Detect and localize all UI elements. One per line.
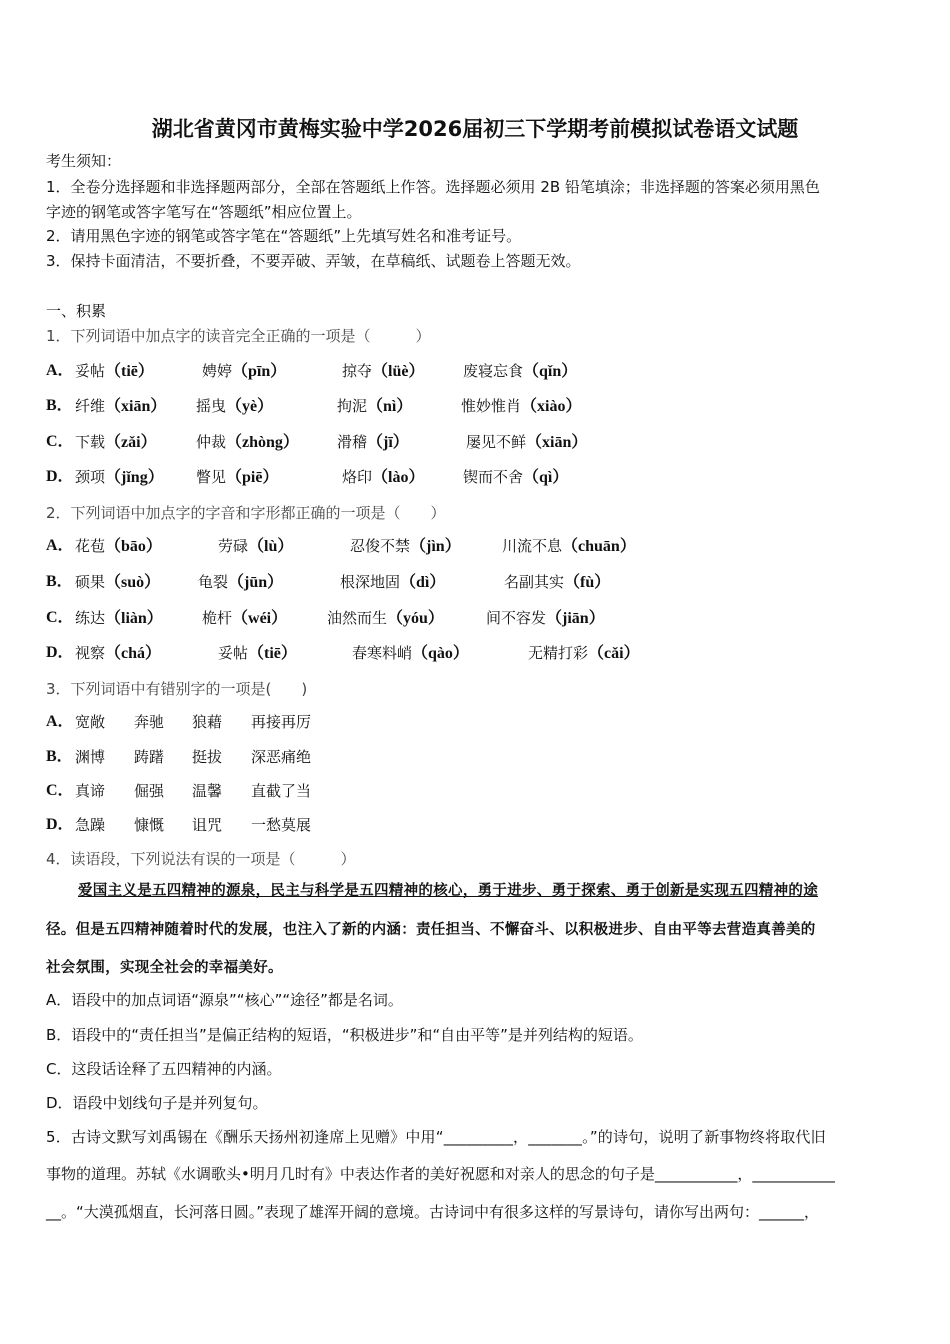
option-pinyin: （jūn）	[228, 574, 284, 591]
option-label: D．	[46, 816, 74, 833]
option-pinyin: （lù）	[248, 538, 294, 555]
notice-line: 1．全卷分选择题和非选择题两部分，全部在答题纸上作答。选择题必须用 2B 铅笔填涂；非选择题的答案必须用黑色	[46, 178, 820, 196]
option-word: 妥帖	[218, 644, 249, 662]
option-item	[75, 361, 154, 382]
option-item	[486, 608, 605, 629]
option-pinyin: （nì）	[367, 398, 413, 415]
option-word: 娉婷	[202, 362, 233, 380]
option-word: 间不容发	[486, 609, 547, 627]
option-pinyin: （bāo）	[105, 538, 162, 555]
notice-line: 3．保持卡面清洁，不要折叠，不要弄破、弄皱，在草稿纸、试题卷上答题无效。	[46, 252, 581, 270]
page-title: 湖北省黄冈市黄梅实验中学2026届初三下学期考前模拟试卷语文试题	[151, 117, 799, 141]
option-label: C．	[46, 609, 74, 626]
option-word: 川流不息	[502, 537, 563, 555]
option-word: 拘泥	[337, 397, 368, 415]
option-item	[75, 396, 166, 417]
option-item	[196, 467, 278, 488]
option-item	[192, 781, 222, 802]
option-word: 烙印	[342, 468, 373, 486]
option-word: 真谛	[75, 782, 106, 800]
passage-line	[78, 881, 818, 901]
option-item	[327, 608, 444, 629]
option-item	[75, 815, 105, 836]
option-item	[463, 467, 568, 488]
option-item	[202, 608, 287, 629]
option-item	[218, 643, 297, 664]
option-word: 名副其实	[504, 573, 565, 591]
option-word: 直截了当	[251, 782, 312, 800]
option-label: C．	[46, 782, 74, 799]
question-1-stem: 1．下列词语中加点字的读音完全正确的一项是（ ）	[46, 327, 431, 345]
option-label: B．	[46, 573, 73, 590]
question-2-stem: 2．下列词语中加点字的字音和字形都正确的一项是（ ）	[46, 504, 446, 522]
option-word: 劳碌	[218, 537, 249, 555]
option-pinyin: （xiān）	[105, 398, 167, 415]
notice-line: 字迹的钢笔或答字笔写在“答题纸”相应位置上。	[46, 203, 362, 221]
option-label: D．	[46, 644, 74, 661]
option-pinyin: （zǎi）	[105, 434, 157, 451]
underlined-sentence: ，勇于进步、勇于探索、勇于创新是实现五四精神的途	[462, 883, 819, 899]
q4-option-b: B．语段中的“责任担当”是偏正结构的短语，“积极进步”和“自由平等”是并列结构的短语。	[46, 1026, 643, 1044]
option-pinyin: （jǐng）	[105, 469, 164, 486]
option-item	[463, 361, 577, 382]
question-5-line: 5．古诗文默写刘禹锡在《酬乐天扬州初逢席上见赠》中用“_________，_______。”的诗句，说明了新事物终将取代旧	[46, 1128, 826, 1146]
question-4-stem: 4．读语段，下列说法有误的一项是（ ）	[46, 850, 356, 868]
option-word: 仲裁	[196, 433, 227, 451]
option-pinyin: （dì）	[400, 574, 446, 591]
option-word: 根深地固	[340, 573, 401, 591]
option-pinyin: （chuān）	[562, 538, 636, 555]
option-word: 掠夺	[342, 362, 373, 380]
option-label: A．	[46, 362, 74, 379]
option-pinyin: （cǎi）	[588, 645, 640, 662]
notice-line: 2．请用黑色字迹的钢笔或答字笔在“答题纸”上先填写姓名和准考证号。	[46, 227, 522, 245]
option-word: 踌躇	[134, 748, 165, 766]
option-pinyin: （xiān）	[526, 434, 588, 451]
option-item	[75, 643, 161, 664]
option-pinyin: （xiào）	[521, 398, 582, 415]
option-item	[342, 361, 424, 382]
option-pinyin: （yóu）	[387, 610, 444, 627]
option-item	[75, 572, 160, 593]
option-item	[466, 432, 587, 453]
option-word: 宽敞	[75, 713, 106, 731]
underlined-sentence: ，民主与科学是五四精神的核心	[255, 883, 463, 899]
option-word: 龟裂	[198, 573, 229, 591]
option-item	[251, 781, 311, 802]
option-label: D．	[46, 468, 74, 485]
option-item	[251, 747, 311, 768]
option-word: 滑稽	[337, 433, 368, 451]
option-item	[75, 432, 157, 453]
option-word: 瞥见	[196, 468, 227, 486]
option-word: 纤维	[75, 397, 106, 415]
option-word: 一愁莫展	[251, 816, 312, 834]
option-word: 慷慨	[134, 816, 165, 834]
option-pinyin: （yè）	[226, 398, 274, 415]
question-3-stem: 3．下列词语中有错别字的一项是( )	[46, 680, 308, 698]
option-item	[350, 536, 461, 557]
option-item	[134, 815, 164, 836]
option-word: 屡见不鲜	[466, 433, 527, 451]
section-heading: 一、积累	[46, 302, 107, 320]
passage-line: 社会氛围，实现全社会的幸福美好。	[46, 960, 283, 976]
option-item	[251, 712, 311, 733]
q4-option-c: C．这段话诠释了五四精神的内涵。	[46, 1060, 282, 1078]
option-item	[502, 536, 636, 557]
option-pinyin: （wéi）	[232, 610, 288, 627]
option-item	[134, 747, 164, 768]
option-word: 温馨	[192, 782, 223, 800]
option-label: C．	[46, 433, 74, 450]
option-word: 废寝忘食	[463, 362, 524, 380]
q4-option-a: A．语段中的加点词语“源泉”“核心”“途径”都是名词。	[46, 991, 403, 1009]
option-pinyin: （qì）	[523, 469, 569, 486]
option-pinyin: （tiē）	[248, 645, 297, 662]
option-pinyin: （suò）	[105, 574, 161, 591]
option-word: 急躁	[75, 816, 106, 834]
option-item	[337, 396, 412, 417]
option-pinyin: （fù）	[564, 574, 611, 591]
option-pinyin: （liàn）	[105, 610, 163, 627]
option-item	[528, 643, 640, 664]
option-word: 锲而不舍	[463, 468, 524, 486]
option-pinyin: （jìn）	[410, 538, 461, 555]
option-label: A．	[46, 713, 74, 730]
option-pinyin: （jiān）	[546, 610, 605, 627]
option-item	[75, 467, 164, 488]
option-item	[461, 396, 581, 417]
option-pinyin: （pīn）	[232, 363, 287, 380]
option-item	[196, 432, 299, 453]
option-word: 硕果	[75, 573, 106, 591]
option-pinyin: （lào）	[372, 469, 425, 486]
option-word: 深恶痛绝	[251, 748, 312, 766]
option-word: 狼藉	[192, 713, 223, 731]
option-item	[75, 747, 105, 768]
option-item	[75, 608, 163, 629]
option-word: 诅咒	[192, 816, 223, 834]
option-pinyin: （tiē）	[105, 363, 154, 380]
q4-option-d: D．语段中划线句子是并列复句。	[46, 1094, 268, 1112]
option-word: 忍俊不禁	[350, 537, 411, 555]
option-item	[75, 536, 162, 557]
option-item	[75, 712, 105, 733]
passage-line: 径。但是五四精神随着时代的发展，也注入了新的内涵：责任担当、不懈奋斗、以积极进步、自由平等去营造真善美的	[46, 922, 816, 938]
option-item	[218, 536, 293, 557]
option-item	[251, 815, 311, 836]
option-item	[342, 467, 424, 488]
option-word: 下载	[75, 433, 106, 451]
option-word: 颈项	[75, 468, 106, 486]
option-item	[337, 432, 409, 453]
option-item	[198, 572, 283, 593]
option-word: 奔驰	[134, 713, 165, 731]
option-item	[202, 361, 286, 382]
option-label: B．	[46, 397, 73, 414]
option-word: 挺拔	[192, 748, 223, 766]
option-item	[196, 396, 273, 417]
option-item	[134, 781, 164, 802]
option-pinyin: （qào）	[412, 645, 469, 662]
option-word: 摇曳	[196, 397, 227, 415]
option-item	[75, 781, 105, 802]
option-word: 妥帖	[75, 362, 106, 380]
option-label: A．	[46, 537, 74, 554]
option-word: 练达	[75, 609, 106, 627]
option-item	[352, 643, 469, 664]
option-word: 再接再厉	[251, 713, 312, 731]
option-word: 春寒料峭	[352, 644, 413, 662]
option-word: 无精打彩	[528, 644, 589, 662]
option-word: 油然而生	[327, 609, 388, 627]
option-word: 视察	[75, 644, 106, 662]
option-word: 渊博	[75, 748, 106, 766]
underlined-sentence: 爱国主义是五四精神的源泉	[78, 883, 256, 899]
option-item	[340, 572, 445, 593]
option-item	[192, 815, 222, 836]
option-item	[192, 712, 222, 733]
option-word: 桅杆	[202, 609, 233, 627]
option-pinyin: （zhòng）	[226, 434, 299, 451]
option-label: B．	[46, 748, 73, 765]
question-5-line: 事物的道理。苏轼《水调歌头•明月几时有》中表达作者的美好祝愿和对亲人的思念的句子是___________，___________	[46, 1165, 835, 1183]
option-word: 花苞	[75, 537, 106, 555]
option-item	[192, 747, 222, 768]
notice-heading: 考生须知：	[46, 152, 122, 170]
option-word: 惟妙惟肖	[461, 397, 522, 415]
option-pinyin: （chá）	[105, 645, 162, 662]
option-pinyin: （piē）	[226, 469, 279, 486]
option-pinyin: （lüè）	[372, 363, 425, 380]
option-pinyin: （jī）	[367, 434, 409, 451]
option-item	[504, 572, 610, 593]
option-word: 倔强	[134, 782, 165, 800]
question-5-line: __。“大漠孤烟直，长河落日圆。”表现了雄浑开阔的意境。古诗词中有很多这样的写景诗句，请你写出两句：______，	[46, 1203, 820, 1221]
option-item	[134, 712, 164, 733]
option-pinyin: （qǐn）	[523, 363, 578, 380]
